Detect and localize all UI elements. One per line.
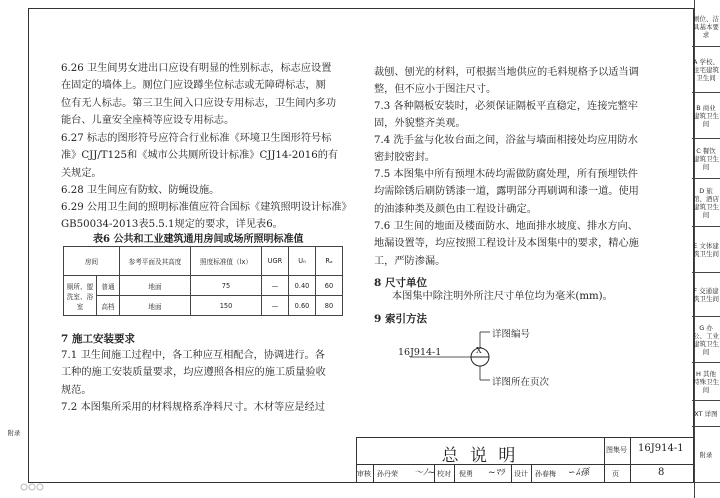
cell-ugr: — xyxy=(262,296,289,316)
tab-f-transport[interactable]: F 交通建筑卫生间 xyxy=(692,272,720,316)
para-6-28: 6.28 卫生间应有防蚊、防蝇设施。 xyxy=(61,185,220,196)
check-label: 校对 xyxy=(437,470,451,478)
review-label: 审核 xyxy=(357,470,371,478)
left-tab-strip xyxy=(0,0,27,498)
col-header-u0: U₀ xyxy=(289,247,316,276)
cell-ra: 60 xyxy=(316,276,343,296)
cell-ugr: — xyxy=(262,276,289,296)
para-7-3: 7.3 各种隔板安装时，必须保证隔板平直稳定，连接完整牢 固，外貌整齐美观。 xyxy=(374,101,638,130)
tab-a-school[interactable]: A 学校、住宅建筑卫生间 xyxy=(692,46,720,92)
col-header-plane: 参考平面及其高度 xyxy=(120,247,191,276)
cell-ra: 80 xyxy=(316,296,343,316)
col-header-room: 房间 xyxy=(64,247,120,276)
table-header-row xyxy=(64,247,343,276)
design-signature: ∽ﾑ孫 xyxy=(568,468,590,478)
col-header-ugr: UGR xyxy=(262,247,289,276)
tab-xt-details[interactable]: XT 详图 xyxy=(692,400,720,426)
tab-appendix[interactable]: 附录 xyxy=(692,426,720,483)
design-name: 孙春梅 xyxy=(535,470,556,478)
watermark-logo-icon xyxy=(18,478,48,496)
tab-sanitary-basics[interactable]: 厕位、洁具基本要求 xyxy=(693,15,719,39)
para-7-4: 7.4 洗手盆与化妆台面之间，浴盆与墙面相接处均应用防水 密封胶密封。 xyxy=(374,135,638,164)
tab-h-special[interactable]: H 其他特殊卫生间 xyxy=(692,362,720,400)
cell-room: 厕所、盥洗室、浴室 xyxy=(64,276,97,316)
page-number: 8 xyxy=(658,467,665,478)
table-row xyxy=(64,276,343,296)
table-row xyxy=(64,296,343,316)
para-7-2: 7.2 本图集所采用的材料规格系净料尺寸。木材等应是经过 xyxy=(61,402,325,413)
review-signature: 〜ﾉ~ xyxy=(414,468,436,478)
para-7-6: 7.6 卫生间的地面及楼面防水、地面排水坡度、排水方向、 地漏设置等，均应按照工程设计及本图集中的要求，精心施 工，严防渗漏。 xyxy=(374,221,639,267)
col-header-ra: Rₐ xyxy=(316,247,343,276)
para-7-1: 7.1 卫生间施工过程中，各工种应互相配合，协调进行。各 工种的施工安装质量要求，均应遵照各相应的施工质量验收 规范。 xyxy=(61,350,326,396)
cell-plane: 地面 xyxy=(120,296,191,316)
index-bottom-label: 详图所在页次 xyxy=(492,377,550,388)
tab-d-hotel[interactable]: D 旅馆、酒店建筑卫生间 xyxy=(692,178,720,226)
cell-lux: 150 xyxy=(191,296,262,316)
tab-g-office[interactable]: G 办公、工业建筑卫生间 xyxy=(692,316,720,362)
table-6-title: 表6 公共和工业建筑通用房间或场所照明标准值 xyxy=(93,234,304,245)
para-6-26: 6.26 卫生间男女进出口应设有明显的性别标志，标志应设置 在固定的墙体上。厕位门应设蹲坐位标志或无障碍标志，厕 位有无人标志。第三卫生间入口应设专用标志，卫生间内多功 能台、儿童安全座椅等应设专用标志。 xyxy=(61,63,337,126)
check-signature: ~ﾏﾗ xyxy=(488,468,505,478)
para-7-5: 7.5 本图集中所有预埋木砖均需做防腐处理，所有预埋铁件 均需除锈后刷防锈漆一道，露明部分再刷调和漆一道。使用 的油漆种类及颜色由工程设计确定。 xyxy=(374,169,639,215)
tab-e-sports[interactable]: E 文体建筑卫生间 xyxy=(692,226,720,272)
cell-u0: 0.40 xyxy=(289,276,316,296)
tab-c-catering[interactable]: C 餐饮建筑卫生间 xyxy=(692,138,720,178)
atlas-number: 16J914-1 xyxy=(638,443,684,454)
section-9-title: 9 索引方法 xyxy=(374,313,427,325)
cell-plane: 地面 xyxy=(120,276,191,296)
design-label: 设计 xyxy=(514,470,528,478)
cell-grade: 高档 xyxy=(97,296,120,316)
section-8-title: 8 尺寸单位 xyxy=(374,277,427,289)
cell-lux: 75 xyxy=(191,276,262,296)
index-top-label: 详图编号 xyxy=(492,329,531,340)
left-tab-appendix[interactable]: 附录 xyxy=(7,429,21,437)
para-6-29: 6.29 公用卫生间的照明标准值应符合国标《建筑照明设计标准》 GB50034-2013表5.5.1规定的要求，详见表6。 xyxy=(61,202,352,231)
page-label: 页 xyxy=(612,470,619,478)
section-8-text: 本图集中除注明外所注尺寸单位均为毫米(mm)。 xyxy=(392,291,613,302)
cell-u0: 0.60 xyxy=(289,296,316,316)
lighting-standard-table xyxy=(63,246,343,316)
para-6-27: 6.27 标志的图形符号应符合行业标准《环境卫生图形符号标 准》CJJ/T125和《城市公共厕所设计标准》CJJ14-2016的有 关规定。 xyxy=(61,133,339,179)
col-header-lux: 照度标准值（lx） xyxy=(191,247,262,276)
drawing-title: 总 说 明 xyxy=(441,446,519,466)
title-block xyxy=(356,437,694,483)
cell-grade: 普通 xyxy=(97,276,120,296)
index-code: 16J914-1 xyxy=(398,347,442,358)
check-name: 倪勇 xyxy=(459,470,473,478)
review-name: 孙丹荣 xyxy=(377,470,398,478)
tab-b-commercial[interactable]: B 商业建筑卫生间 xyxy=(692,92,720,138)
index-number: X xyxy=(476,346,482,355)
atlas-label: 图集号 xyxy=(606,446,627,454)
para-7-2-cont: 裁刨、刨光的材料，可根据当地供应的毛料规格予以适当调 整，但不应小于图注尺寸。 xyxy=(374,67,639,96)
section-7-title: 7 施工安装要求 xyxy=(61,333,135,345)
